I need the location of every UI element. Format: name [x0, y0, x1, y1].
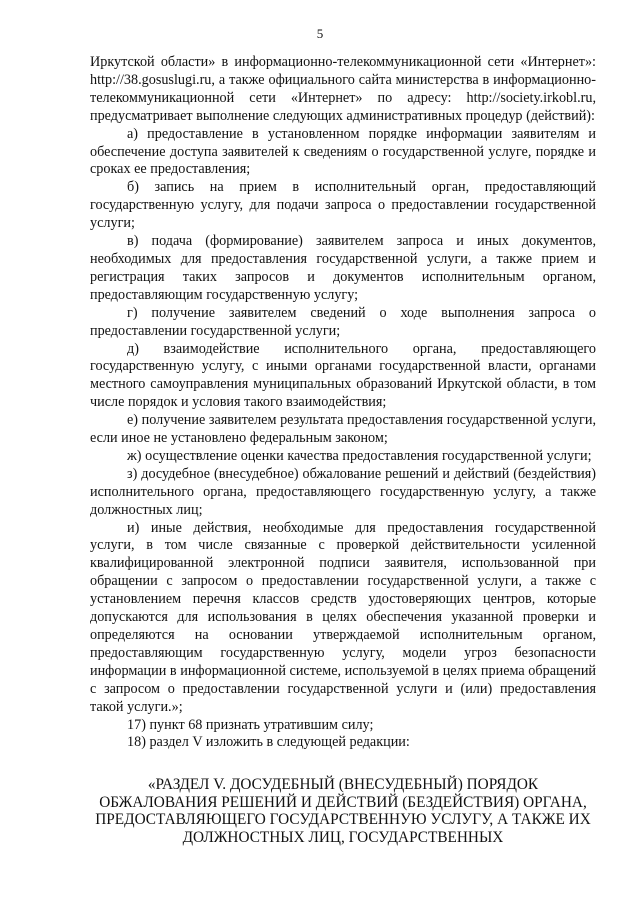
list-item-b: б) запись на прием в исполнительный орган, предоставляющий государственную услугу, для подачи запроса о предоставлении государственной услуги; — [90, 179, 596, 232]
item-17: 17) пункт 68 признать утратившим силу; — [127, 716, 374, 733]
item-18: 18) раздел V изложить в следующей редакции: — [127, 734, 410, 751]
page-number: 5 — [316, 26, 324, 41]
list-item-v: в) подача (формирование) заявителем запроса и иных документов, необходимых для предоставления государственной услуги, а также прием и регистрация таких запросов и документов исполнительным органом, предоставляющим государственную услугу; — [90, 233, 596, 303]
list-item-d: д) взаимодействие исполнительного органа, предоставляющего государственную услугу, с иными органами государственной власти, органами местного самоуправления муниципальных образований Иркутской области, в том числе порядок и условия такого взаимодействия; — [90, 340, 596, 411]
list-item-g: г) получение заявителем сведений о ходе выполнения запроса о предоставлении государственной услуги; — [90, 304, 596, 339]
section-heading: «РАЗДЕЛ V. ДОСУДЕБНЫЙ (ВНЕСУДЕБНЫЙ) ПОРЯДОК ОБЖАЛОВАНИЯ РЕШЕНИЙ И ДЕЙСТВИЙ (БЕЗДЕЙСТВИЯ) ОРГАНА, ПРЕДОСТАВЛЯЮЩЕГО ГОСУДАРСТВЕННУЮ УСЛУГУ, А ТАКЖЕ ИХ ДОЛЖНОСТНЫХ ЛИЦ, ГОСУДАРСТВЕННЫХ — [95, 776, 591, 846]
list-item-a: а) предоставление в установленном порядке информации заявителям и обеспечение доступа заявителей к сведениям о государственной услуге, порядке и сроках ее предоставления; — [90, 125, 596, 178]
document-body — [90, 54, 596, 752]
list-item-e: е) получение заявителем результата предоставления государственной услуги, если иное не установлено федеральным законом; — [90, 412, 596, 447]
list-item-i: и) иные действия, необходимые для предоставления государственной услуги, в том числе связанные с проверкой действительности усиленной квалифицированной электронной подписи заявителя, использованной при обращении с запросом о предоставлении государственной услуги, а также с установлением перечня классов средств удостоверяющих центров, которые допускаются для использования в целях обеспечения указанной проверки и определяются на основании утверждаемой исполнительным органом, предоставляющим государственную услугу, модели угроз безопасности информации в информационной системе, используемой в целях приема обращений с запросом о предоставлении государственной услуги и (или) предоставления такой услуги.»; — [90, 519, 596, 715]
list-item-zh: ж) осуществление оценки качества предоставления государственной услуги; — [127, 447, 592, 464]
paragraph-intro: Иркутской области» в информационно-телекоммуникационной сети «Интернет»: http://38.gosuslugi.ru, а также официального сайта министерства в информационно-телекоммуникационной сети «Интернет» по адресу: http://society.irkobl.ru, предусматривает выполнение следующих административных процедур (действий): — [90, 54, 596, 124]
list-item-z: з) досудебное (внесудебное) обжалование решений и действий (бездействия) исполнительного органа, предоставляющего государственную услугу, а также должностных лиц; — [90, 465, 596, 518]
